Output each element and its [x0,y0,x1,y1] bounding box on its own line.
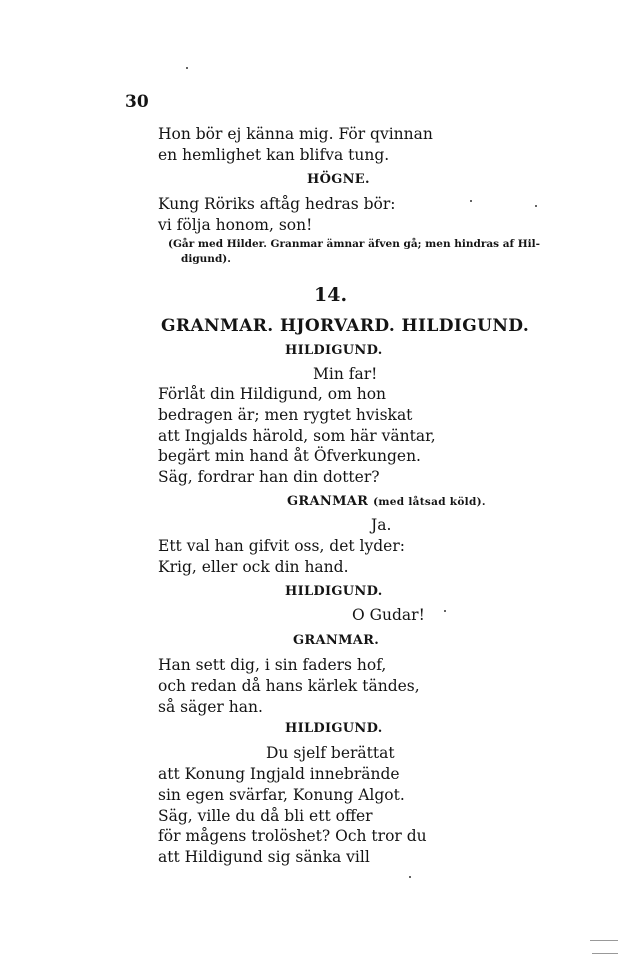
verse-line: Min far! [313,365,378,383]
ink-speck [186,67,188,69]
verse-line: O Gudar! [352,606,425,624]
speaker-granmar: GRANMAR. [293,633,380,648]
verse-line: begärt min hand åt Öfverkungen. [158,447,421,465]
verse-line: Kung Röriks aftåg hedras bör: [158,195,396,213]
verse-line: bedragen är; men rygtet hviskat [158,406,413,424]
verse-line: Hon bör ej känna mig. För qvinnan [158,125,433,143]
verse-line: Du sjelf berättat [266,744,395,762]
speaker-hildigund: HILDIGUND. [285,584,383,599]
stage-direction: (Går med Hilder. Granmar ämnar äfven gå; men hindras af Hil- [168,238,540,250]
verse-line: för mågens trolöshet? Och tror du [158,827,427,845]
verse-line: Ja. [371,516,392,534]
speaker-hildigund: HILDIGUND. [285,343,383,358]
verse-line: och redan då hans kärlek tändes, [158,677,420,695]
verse-line: Han sett dig, i sin faders hof, [158,656,387,674]
verse-line: så säger han. [158,698,263,716]
verse-line: vi följa honom, son! [158,216,313,234]
ink-speck [444,610,446,612]
verse-line: att Ingjalds härold, som här väntar, [158,427,436,445]
verse-line: att Hildigund sig sänka vill [158,848,370,866]
speaker-granmar: GRANMAR (med låtsad köld). [287,494,486,509]
page-number: 30 [125,92,149,112]
stage-direction: (med låtsad köld). [373,496,486,508]
verse-line: Säg, ville du då bli ett offer [158,807,373,825]
ink-speck [535,205,537,207]
stage-direction: digund). [181,253,231,265]
scan-edge-mark [592,953,618,954]
scan-edge-mark [590,940,618,941]
ink-speck [470,200,472,202]
ink-speck [409,876,411,878]
verse-line: en hemlighet kan blifva tung. [158,146,390,164]
verse-line: Säg, fordrar han din dotter? [158,468,380,486]
verse-line: Ett val han gifvit oss, det lyder: [158,537,405,555]
verse-line: att Konung Ingjald innebrände [158,765,400,783]
speaker-hogne: HÖGNE. [307,172,370,187]
verse-line: Förlåt din Hildigund, om hon [158,385,387,403]
verse-line: Krig, eller ock din hand. [158,558,349,576]
scene-number: 14. [314,284,348,306]
verse-line: sin egen svärfar, Konung Algot. [158,786,405,804]
scene-cast: GRANMAR. HJORVARD. HILDIGUND. [161,316,530,336]
speaker-hildigund: HILDIGUND. [285,721,383,736]
